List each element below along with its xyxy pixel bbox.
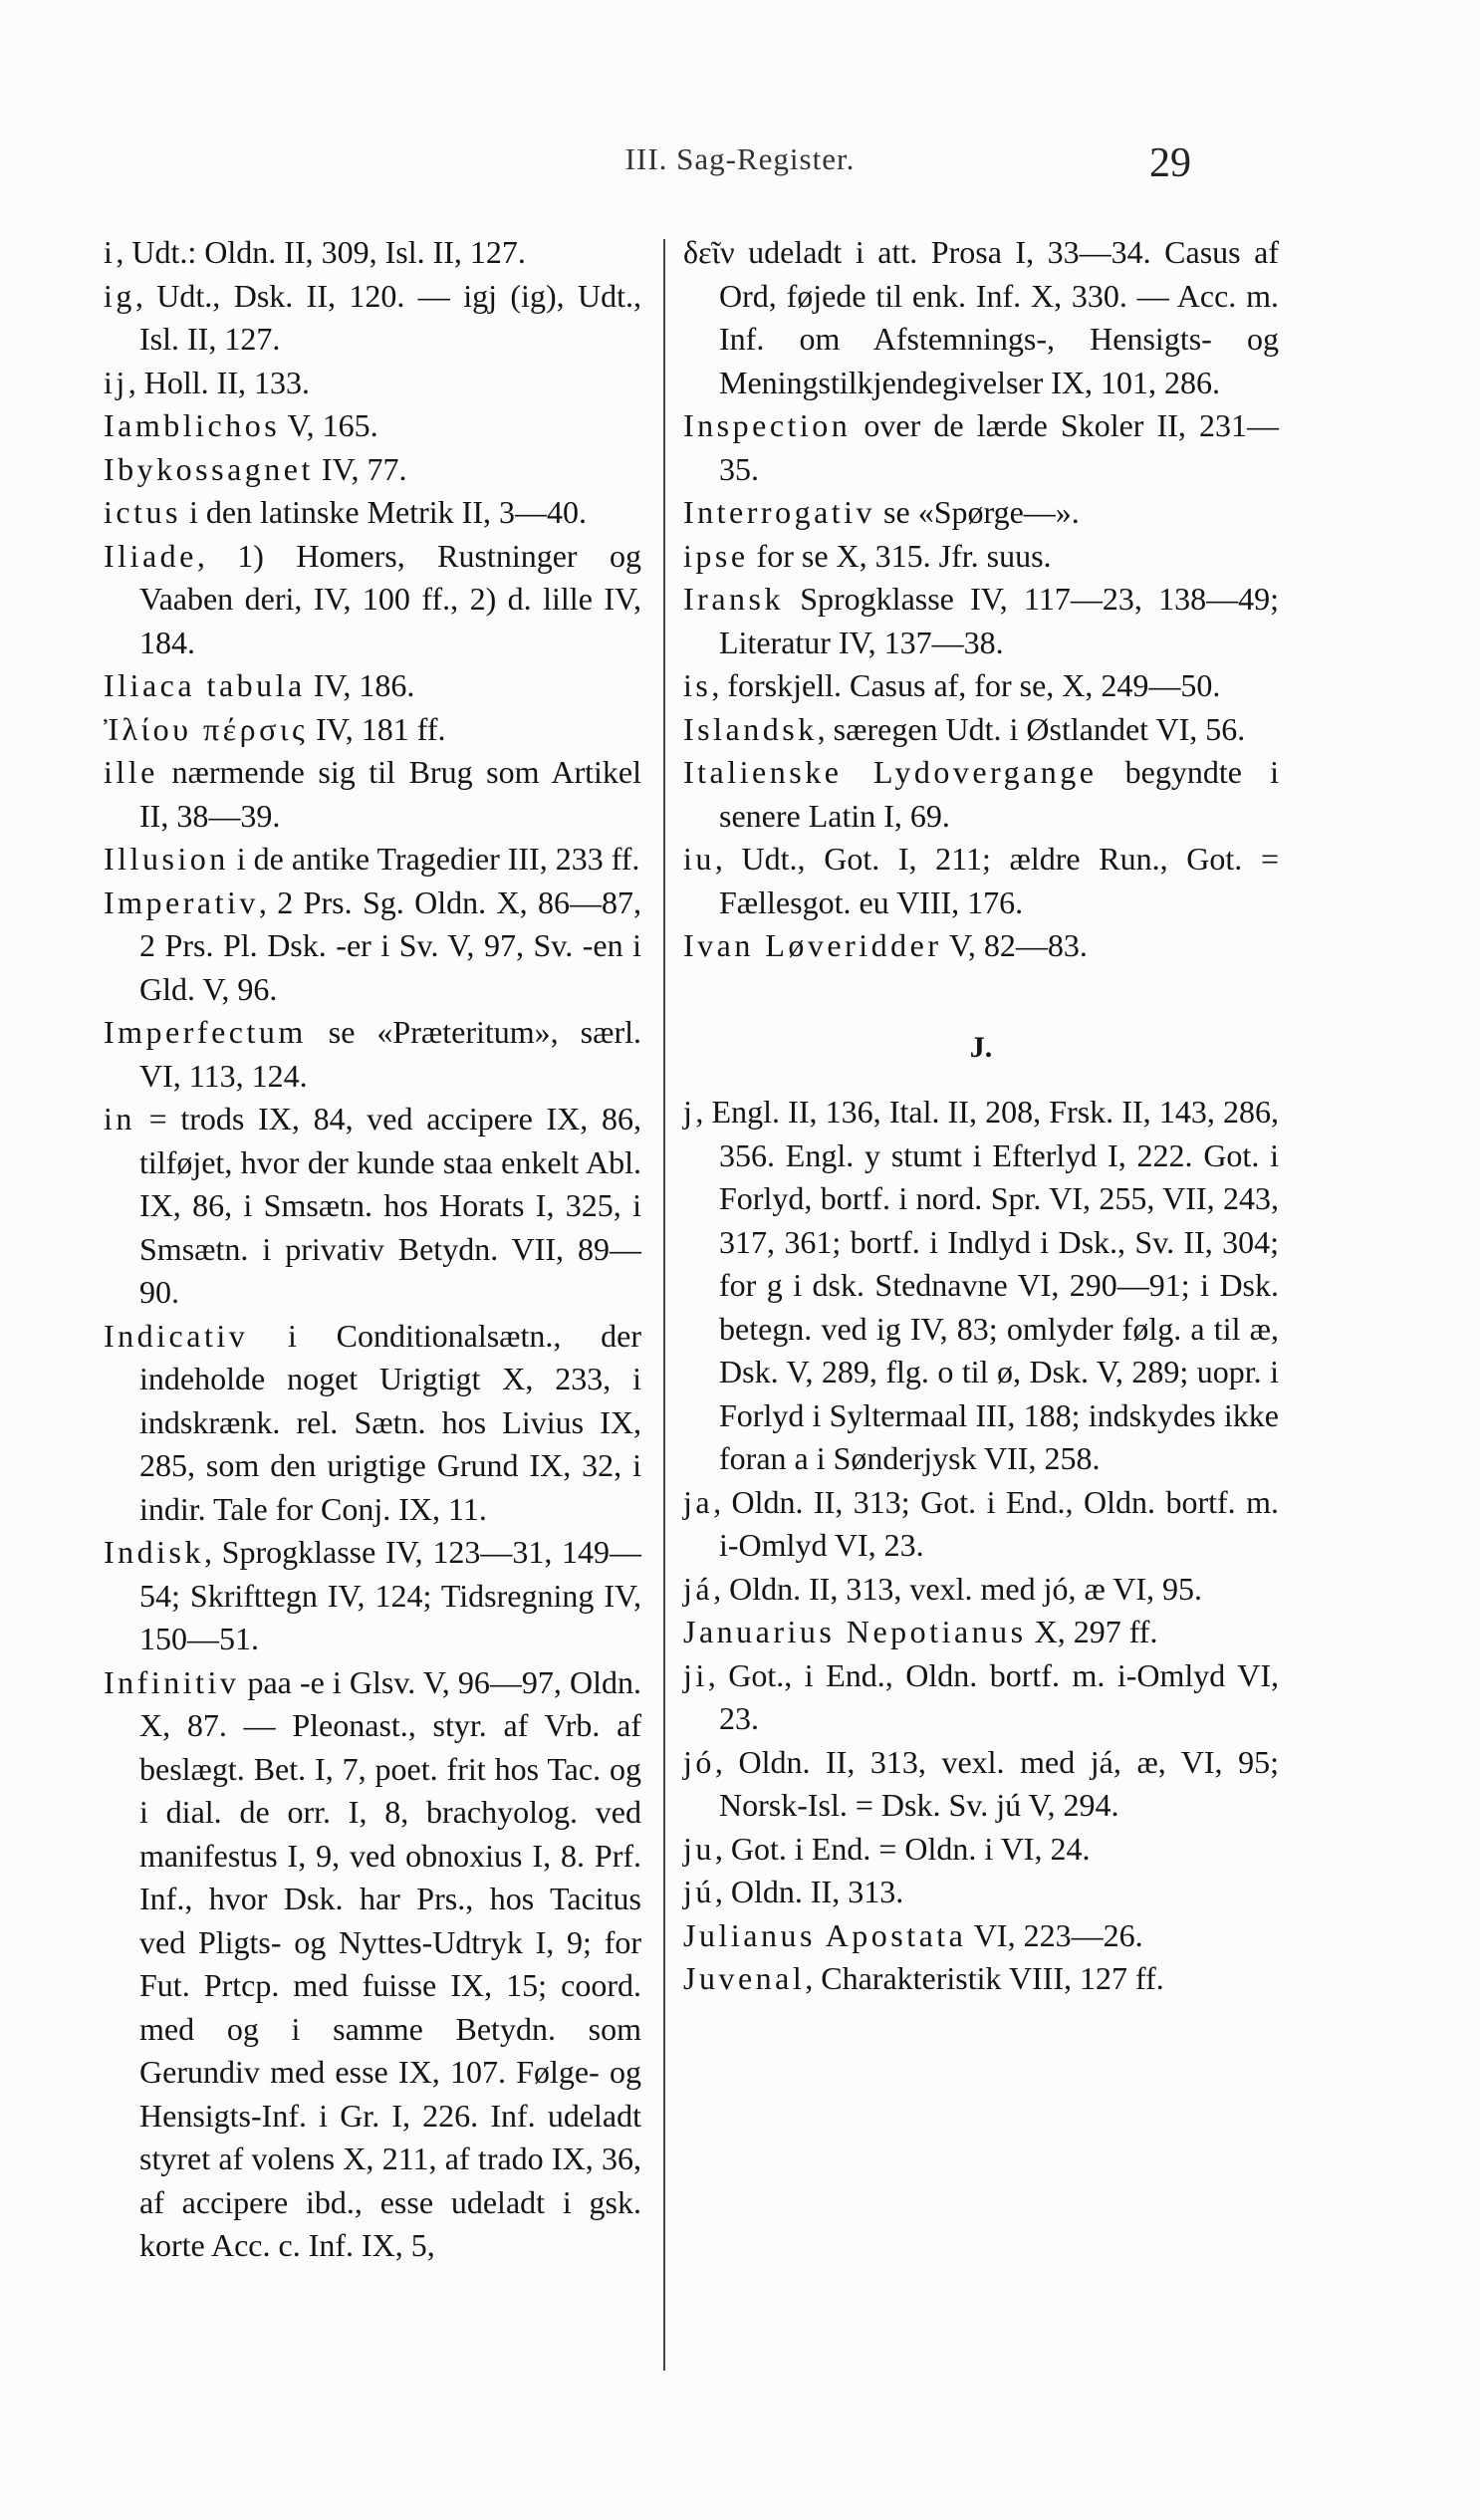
column-divider: [663, 239, 665, 2371]
index-entry: [104, 448, 641, 492]
entry-text: , særegen Udt. i Østlandet VI, 56.: [817, 710, 1246, 747]
index-entry: [104, 231, 641, 275]
entry-text: Sprogklasse IV, 117—23, 138—49; Literatur IV, 137—38.: [719, 581, 1279, 660]
section-letter-j: J.: [969, 1030, 993, 1064]
entry-text: VI, 223—26.: [966, 1916, 1143, 1953]
entry-headword: ille: [104, 754, 158, 790]
entry-text: IV, 186.: [305, 667, 415, 703]
entry-headword: j: [683, 1094, 696, 1130]
entry-text: δεῖν udeladt i att. Prosa I, 33—34. Casus af Ord, føjede til enk. Inf. X, 330. — Acc. m. Inf. om Afstemnings-, Hensigts- og Meningstilkjendegivelser IX, 101, 286.: [683, 234, 1279, 400]
entry-text: IV, 181 ff.: [308, 710, 446, 747]
index-entry: [683, 1914, 1279, 1958]
entry-text: begyndte i senere Latin I, 69.: [719, 754, 1280, 834]
entry-headword: jú: [683, 1874, 715, 1909]
entry-text: X, 297 ff.: [1026, 1614, 1158, 1649]
entry-headword: Illusion: [104, 841, 229, 877]
entry-headword: Ἰλίου πέρσις: [104, 710, 309, 747]
right-column: [683, 231, 1279, 2001]
entry-headword: Interrogativ: [683, 494, 876, 530]
left-column: [104, 231, 641, 2268]
entry-headword: ig: [104, 277, 135, 314]
section-j-entries: [683, 1091, 1279, 2001]
right-column-entries: [683, 231, 1279, 968]
index-entry: [683, 751, 1279, 838]
entry-headword: jó: [683, 1743, 715, 1780]
index-entry: [683, 578, 1279, 664]
entry-headword: Imperativ: [104, 883, 259, 920]
index-entry: [683, 1481, 1279, 1568]
index-entry: [104, 275, 641, 362]
entry-text: V, 82—83.: [941, 927, 1088, 963]
index-entry: [683, 491, 1279, 535]
entry-headword: in: [104, 1101, 135, 1136]
entry-headword: ipse: [683, 537, 749, 574]
entry-text: = trods IX, 84, ved accipere IX, 86, tilføjet, hvor der kunde staa enkelt Abl. IX, 86, i Smsætn. hos Horats I, 325, i Smsætn. i privativ Betydn. VII, 89—90.: [134, 1101, 641, 1310]
index-entry: [104, 1531, 641, 1661]
entry-text: , Oldn. II, 313, vexl. med jó, æ VI, 95.: [713, 1570, 1203, 1607]
entry-headword: Januarius Nepotianus: [683, 1614, 1027, 1649]
entry-headword: ju: [683, 1830, 715, 1867]
index-entry: [104, 1661, 641, 2268]
entry-headword: i: [104, 234, 117, 270]
entry-headword: Iliaca tabula: [104, 667, 306, 703]
entry-headword: iu: [683, 841, 715, 877]
index-entry: [683, 535, 1279, 579]
entry-headword: Imperfectum: [104, 1014, 307, 1050]
index-entry: [683, 1611, 1279, 1654]
index-entry: [104, 1315, 641, 1532]
running-header: III. Sag-Register.: [624, 141, 856, 176]
entry-text: paa -e i Glsv. V, 96—97, Oldn. X, 87. — Pleonast., styr. af Vrb. af beslægt. Bet. I, 7, poet. frit hos Tac. og i dial. de orr. I, 8, brachyolog. ved manifestus I, 9, ved obnoxius I, 8. Prf. Inf., hvor Dsk. har Prs., hos Tacitus ved Pligts- og Nyttes-Udtryk I, 9; for Fut. Prtcp. med fuisse IX, 15; coord. med og i samme Betydn. som Gerundiv med esse IX, 107. Følge- og Hensigts-Inf. i Gr. I, 226. Inf. udeladt styret af volens X, 211, af trado IX, 36, af accipere ibd., esse udeladt i gsk. korte Acc. c. Inf. IX, 5,: [139, 1663, 641, 2263]
entry-text: , Holl. II, 133.: [127, 364, 310, 400]
index-entry: [104, 491, 641, 535]
entry-headword: Juvenal: [683, 1960, 806, 1996]
index-entry: [683, 231, 1279, 404]
index-entry: [104, 1098, 641, 1315]
entry-headword: Ivan Løveridder: [683, 927, 942, 963]
index-entry: [683, 1741, 1279, 1828]
entry-headword: Inspection: [683, 407, 852, 443]
index-entry: [104, 708, 641, 752]
index-entry: [104, 882, 641, 1012]
entry-headword: Indicativ: [104, 1317, 249, 1354]
entry-text: , Engl. II, 136, Ital. II, 208, Frsk. II, 143, 286, 356. Engl. y stumt i Efterlyd I, 222. Got. i Forlyd, bortf. i nord. Spr. VI, 255, VII, 243, 317, 361; bortf. i Indlyd i Dsk., Sv. II, 304; for g i dsk. Stednavne VI, 290—91; i Dsk. betegn. ved ig IV, 83; omlyder følg. a til æ, Dsk. V, 289, flg. o til ø, Dsk. V, 289; uopr. i Forlyd i Syltermaal III, 188; indskydes ikke foran a i Sønderjysk VII, 258.: [695, 1094, 1279, 1476]
index-entry: [683, 404, 1279, 491]
entry-headword: ictus: [104, 494, 181, 530]
index-entry: [104, 751, 641, 838]
index-entry: [683, 924, 1279, 968]
index-entry: [104, 404, 641, 448]
entry-text: se «Spørge—».: [875, 494, 1080, 530]
index-entry: [104, 1011, 641, 1098]
entry-headword: Indisk: [104, 1534, 204, 1570]
entry-headword: ij: [104, 364, 128, 400]
entry-text: , Charakteristik VIII, 127 ff.: [805, 1960, 1164, 1996]
entry-text: , 1) Homers, Rustninger og Vaaben deri, IV, 100 ff., 2) d. lille IV, 184.: [139, 537, 641, 660]
entry-text: , forskjell. Casus af, for se, X, 249—50.: [711, 667, 1221, 703]
index-entry: [104, 838, 641, 882]
index-entry: [683, 1871, 1279, 1914]
entry-text: for se X, 315. Jfr. suus.: [748, 537, 1052, 574]
index-entry: [683, 1568, 1279, 1612]
entry-text: , 2 Prs. Sg. Oldn. X, 86—87, 2 Prs. Pl. Dsk. -er i Sv. V, 97, Sv. -en i Gld. V, 96.: [139, 883, 641, 1007]
entry-headword: ji: [683, 1656, 708, 1693]
entry-headword: ja: [683, 1483, 714, 1520]
entry-headword: Islandsk: [683, 710, 818, 747]
entry-headword: Iamblichos: [104, 407, 281, 443]
index-entry: [683, 1091, 1279, 1481]
entry-text: over de lærde Skoler II, 231—35.: [719, 407, 1279, 487]
entry-text: i de antike Tragedier III, 233 ff.: [228, 841, 640, 877]
page-number: 29: [1149, 140, 1191, 186]
entry-text: V, 165.: [280, 407, 378, 443]
entry-text: , Got. i End. = Oldn. i VI, 24.: [714, 1830, 1091, 1867]
entry-text: , Got., i End., Oldn. bortf. m. i-Omlyd VI, 23.: [707, 1656, 1279, 1736]
entry-text: i den latinske Metrik II, 3—40.: [180, 494, 587, 530]
entry-text: i Conditionalsætn., der indeholde noget Urigtigt X, 233, i indskrænk. rel. Sætn. hos Livius IX, 285, som den urigtige Grund IX, 32, i indir. Tale for Conj. IX, 11.: [139, 1317, 641, 1527]
entry-text: , Udt.: Oldn. II, 309, Isl. II, 127.: [116, 234, 526, 270]
entry-headword: já: [683, 1570, 714, 1607]
index-entry: [683, 838, 1279, 924]
entry-headword: is: [683, 667, 712, 703]
entry-text: , Sprogklasse IV, 123—31, 149—54; Skrifttegn IV, 124; Tidsregning IV, 150—51.: [139, 1534, 641, 1656]
index-entry: [104, 664, 641, 708]
entry-headword: Italienske Lydovergange: [683, 754, 1098, 790]
index-entry: [683, 1828, 1279, 1872]
entry-text: IV, 77.: [313, 450, 407, 487]
index-entry: [104, 535, 641, 665]
entry-text: , Udt., Got. I, 211; ældre Run., Got. = Fællesgot. eu VIII, 176.: [714, 841, 1279, 920]
index-entry: [683, 1957, 1279, 2001]
index-entry: [683, 1654, 1279, 1741]
entry-text: , Oldn. II, 313; Got. i End., Oldn. bortf. m. i-Omlyd VI, 23.: [713, 1483, 1279, 1563]
entry-text: se «Præteritum», særl. VI, 113, 124.: [139, 1014, 641, 1094]
entry-headword: Infinitiv: [104, 1663, 240, 1700]
index-entry: [683, 664, 1279, 708]
entry-text: , Udt., Dsk. II, 120. — igj (ig), Udt., Isl. II, 127.: [134, 277, 641, 357]
entry-headword: Ibykossagnet: [104, 450, 314, 487]
entry-headword: Iransk: [683, 581, 784, 617]
index-entry: [683, 708, 1279, 752]
entry-text: nærmende sig til Brug som Artikel II, 38—39.: [139, 754, 641, 834]
entry-headword: Iliade: [104, 537, 197, 574]
entry-text: , Oldn. II, 313.: [714, 1874, 904, 1909]
index-entry: [104, 362, 641, 405]
entry-text: , Oldn. II, 313, vexl. med já, æ, VI, 95; Norsk-Isl. = Dsk. Sv. jú V, 294.: [714, 1743, 1279, 1823]
entry-headword: Julianus Apostata: [683, 1916, 967, 1953]
